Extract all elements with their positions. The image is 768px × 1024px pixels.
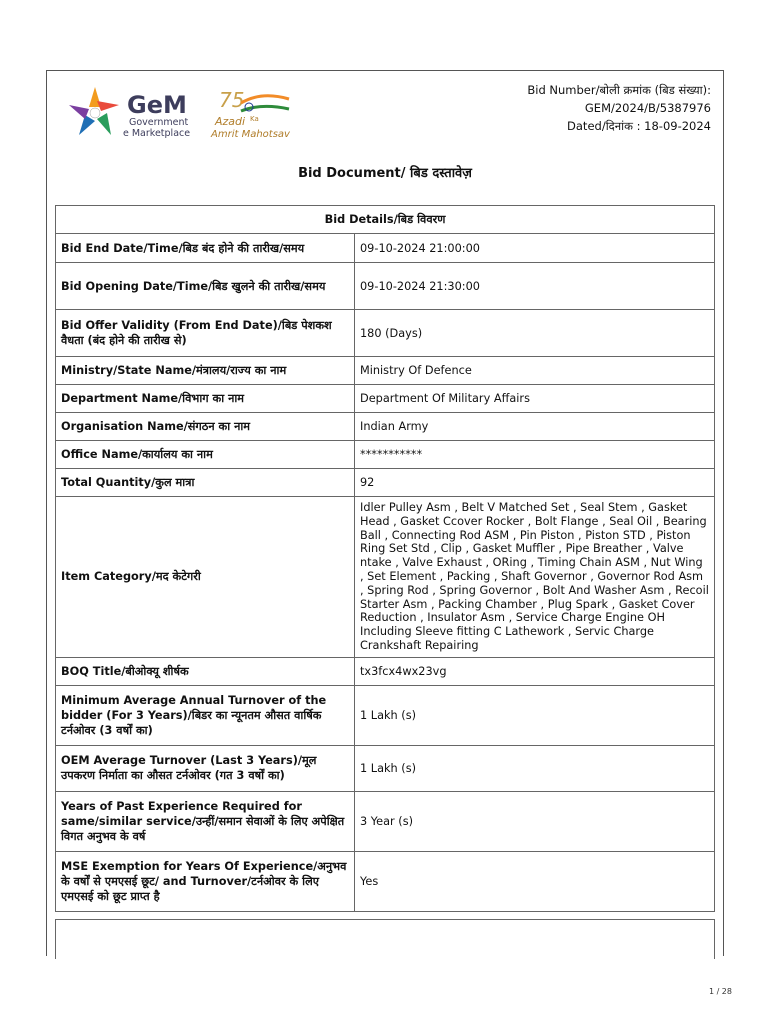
logo-area [65,83,315,143]
table-row [56,357,715,385]
dated-value: 18-09-2024 [644,119,711,133]
page-number: 1 / 28 [708,987,732,996]
svg-text:Azadi: Azadi [215,115,246,128]
table-header: Bid Details/बिड विवरण [56,206,715,234]
row-label: Years of Past Experience Required for same/similar service/उन्हीं/समान सेवाओं के लिए अपेक्षित विगत अनुभव के वर्ष [56,791,355,851]
row-label: Bid Opening Date/Time/बिड खुलने की तारीख/समय [56,263,355,310]
table-row [56,497,715,658]
svg-text:75: 75 [219,88,245,112]
svg-text:Ka: Ka [250,115,259,123]
row-value: 09-10-2024 21:30:00 [355,263,715,310]
table-row [56,657,715,685]
row-value: Yes [355,851,715,911]
table-row [56,791,715,851]
table-row [56,310,715,357]
row-label: BOQ Title/बीओक्यू शीर्षक [56,657,355,685]
table-header-row [56,206,715,234]
row-label: MSE Exemption for Years Of Experience/अनुभव के वर्षों से एमएसई छूट/ and Turnover/टर्नओवर के लिए एमएसई को छूट प्राप्त है [56,851,355,911]
bid-number-label: Bid Number/बोली क्रमांक (बिड संख्या): [527,83,711,97]
row-label: Organisation Name/संगठन का नाम [56,413,355,441]
row-label: Minimum Average Annual Turnover of the bidder (For 3 Years)/बिडर का न्यूनतम औसत वार्षिक टर्नओवर (3 वर्षों का) [56,685,355,745]
svg-text:Government: Government [129,117,189,128]
table-continuation [55,919,715,959]
table-row [56,469,715,497]
row-label: Ministry/State Name/मंत्रालय/राज्य का नाम [56,357,355,385]
document-page [46,70,724,956]
row-label: Bid End Date/Time/बिड बंद होने की तारीख/समय [56,234,355,263]
row-value: Ministry Of Defence [355,357,715,385]
table-row [56,385,715,413]
row-value: 92 [355,469,715,497]
row-label: Office Name/कार्यालय का नाम [56,441,355,469]
bid-number: GEM/2024/B/5387976 [584,101,711,115]
row-label: Item Category/मद केटेगरी [56,497,355,658]
row-value: *********** [355,441,715,469]
svg-text:Amrit Mahotsav: Amrit Mahotsav [211,129,290,140]
document-title: Bid Document/ बिड दस्तावेज़ [298,166,472,181]
row-value: Department Of Military Affairs [355,385,715,413]
gem-text: GeM [127,91,187,119]
svg-text:e Marketplace: e Marketplace [123,128,191,139]
table-row [56,745,715,791]
table-row [56,263,715,310]
bid-details-table [55,205,715,912]
table-row [56,851,715,911]
row-value: 3 Year (s) [355,791,715,851]
row-label: OEM Average Turnover (Last 3 Years)/मूल उपकरण निर्माता का औसत टर्नओवर (गत 3 वर्षों का) [56,745,355,791]
table-row [56,685,715,745]
dated-line [527,117,711,135]
row-value: Idler Pulley Asm , Belt V Matched Set , Seal Stem , Gasket Head , Gasket Ccover Rocker , Bolt Flange , Seal Oil , Bearing Ball , Connecting Rod ASM , Pin Piston , Piston STD , Piston Ring Set Std , Clip , Gasket Muffler , Pipe Breather , Valve ntake , Valve Exhaust , ORing , Timing Chain ASM , Nut Wing , Set Element , Packing , Shaft Governor , Governor Rod Asm , Spring Rod , Spring Governor , Bolt And Washer Asm , Recoil Starter Asm , Packing Chamber , Plug Spark , Gasket Cover Reduction , Insulator Asm , Service Charge Engine OH Including Sleeve fitting C Lathework , Servic Charge Crankshaft Repairing [355,497,715,658]
row-label: Department Name/विभाग का नाम [56,385,355,413]
row-value: 180 (Days) [355,310,715,357]
gem-logo-icon [65,83,315,143]
bid-header [527,81,711,135]
row-label: Total Quantity/कुल मात्रा [56,469,355,497]
row-value: 1 Lakh (s) [355,745,715,791]
row-label: Bid Offer Validity (From End Date)/बिड पेशकश वैधता (बंद होने की तारीख से) [56,310,355,357]
row-value: tx3fcx4wx23vg [355,657,715,685]
table-row [56,441,715,469]
table-row [56,234,715,263]
row-value: 1 Lakh (s) [355,685,715,745]
dated-label: Dated/दिनांक : [567,119,641,133]
row-value: 09-10-2024 21:00:00 [355,234,715,263]
row-value: Indian Army [355,413,715,441]
table-row [56,413,715,441]
